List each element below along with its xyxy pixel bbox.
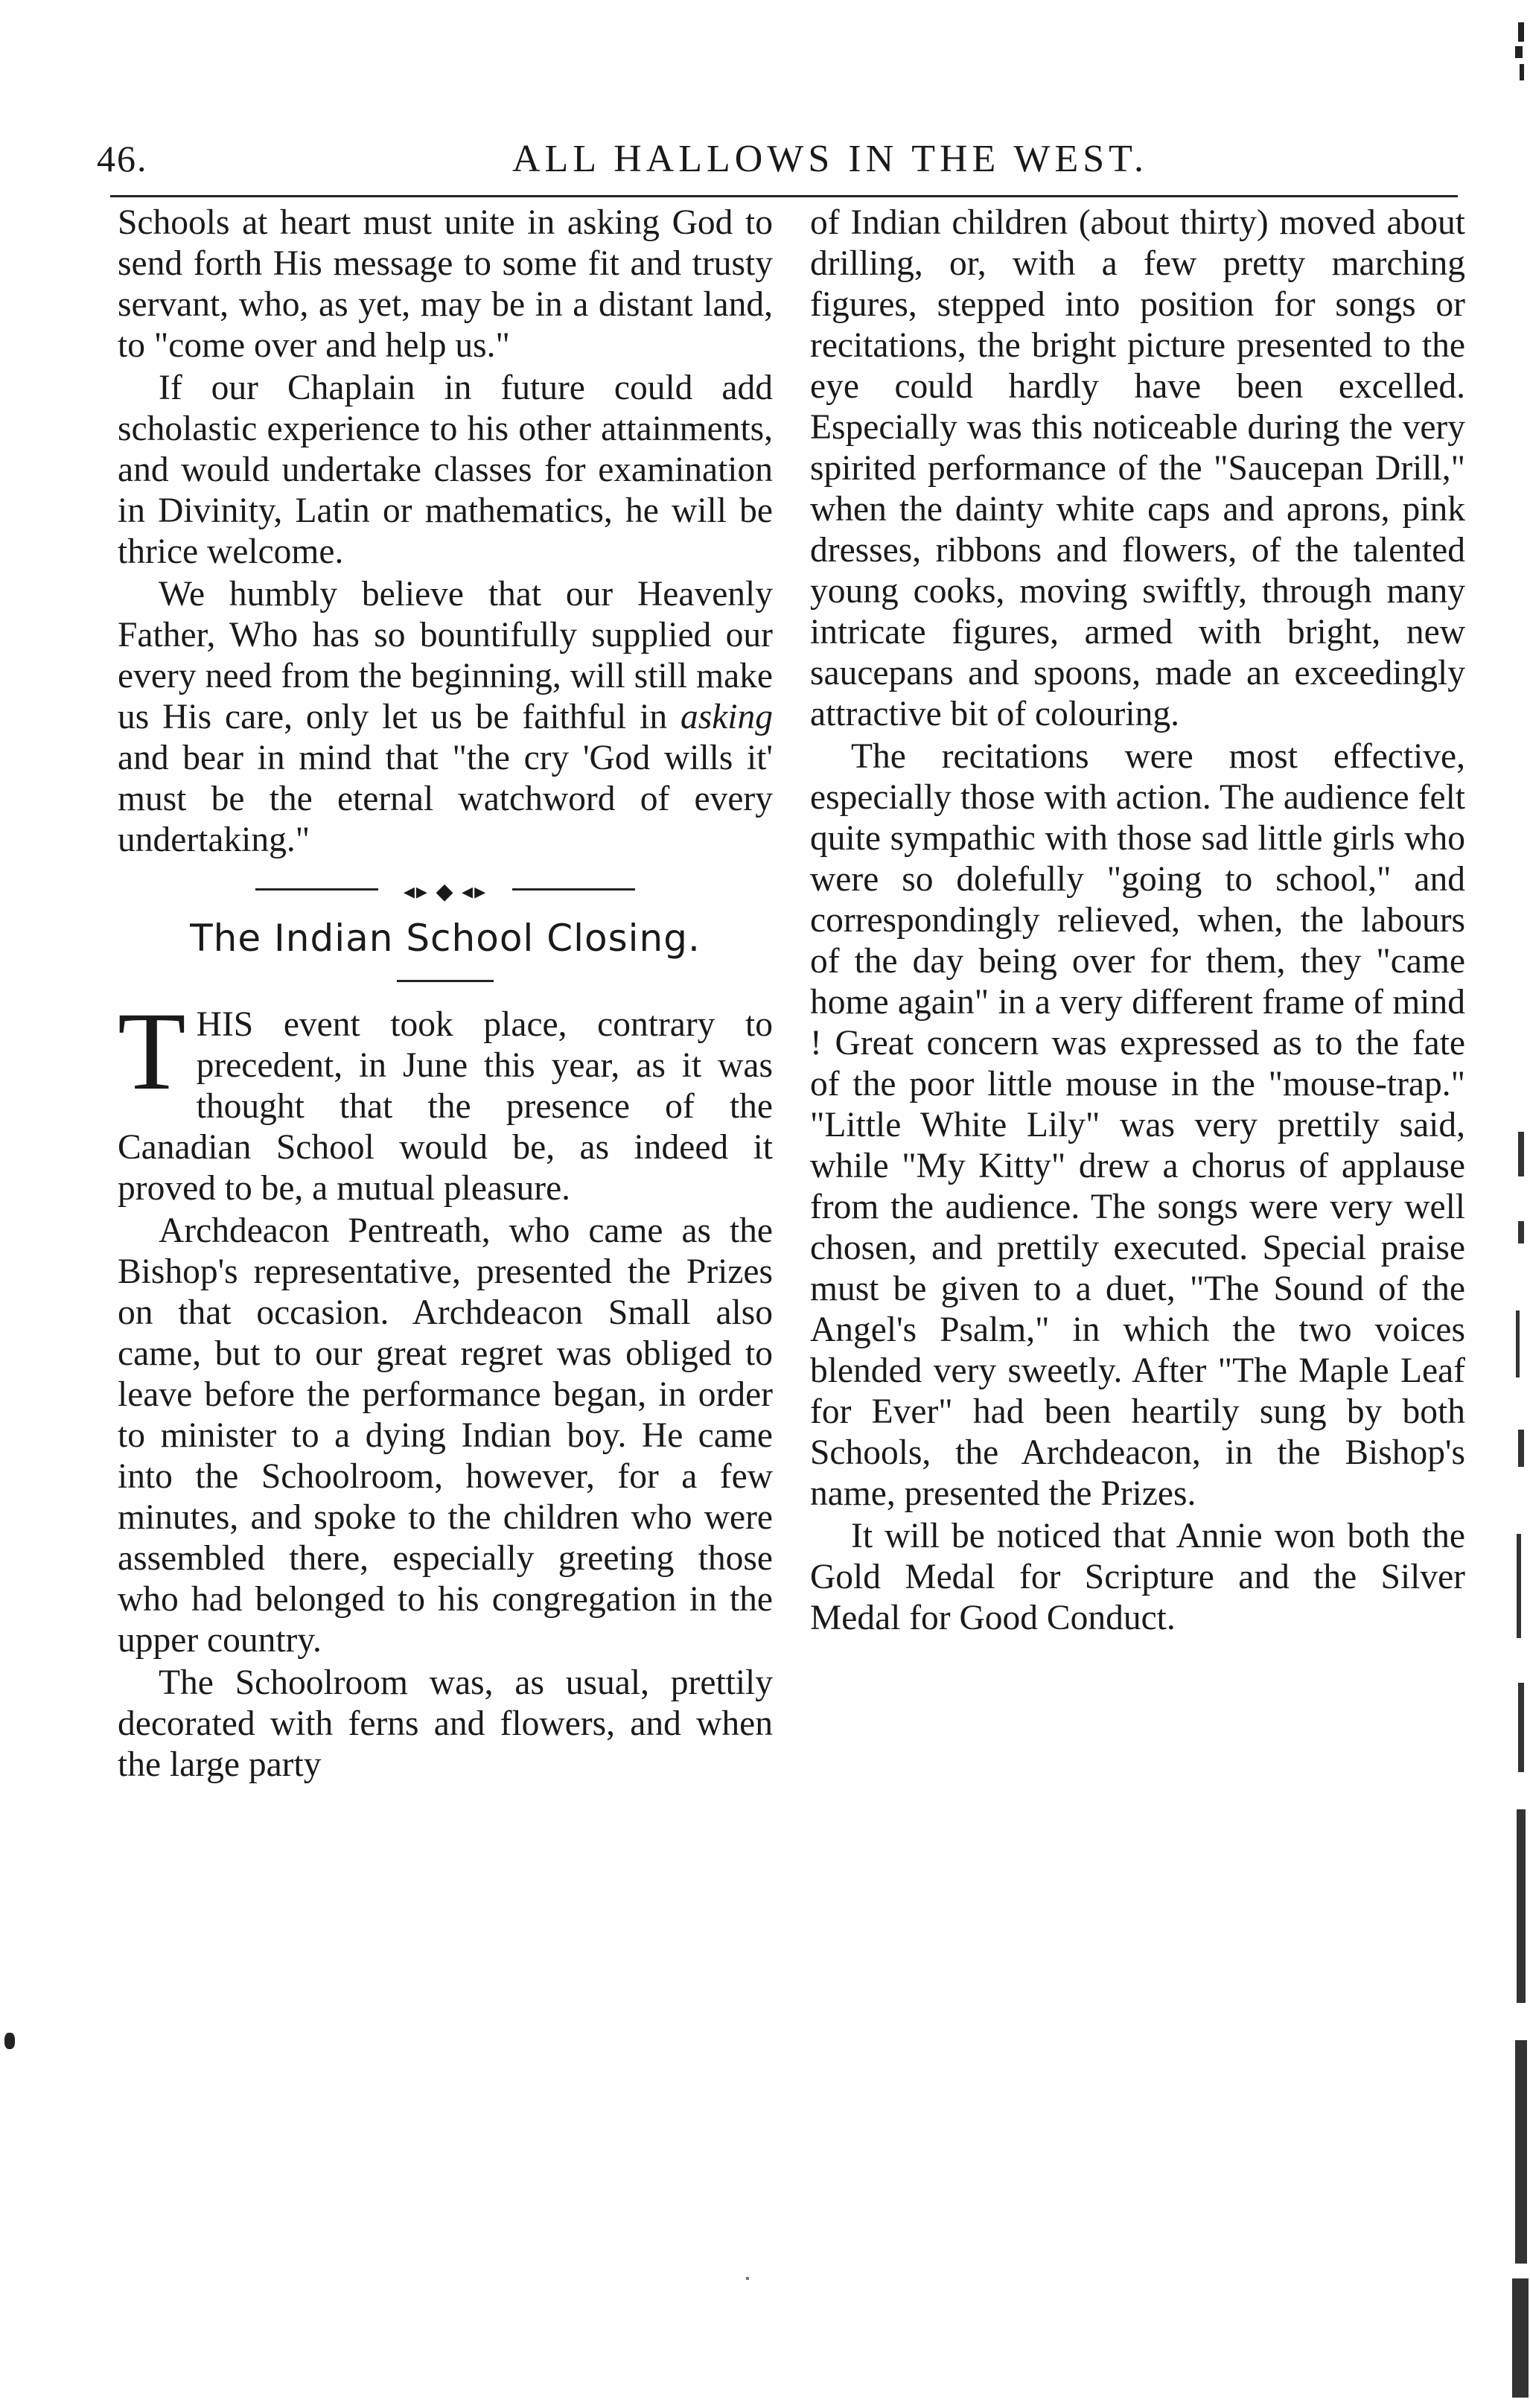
scan-corner-mark (1514, 22, 1527, 82)
drop-cap: T (118, 990, 186, 1113)
para-3-text-start: We humbly believe that our Heavenly Father, Who has so bountifully supplied our every need from the beginning, will still make us His care, only let us be faithful in (118, 575, 773, 736)
right-paragraph-1: of Indian children (about thirty) moved about drilling, or, with a few pretty marching figures, stepped into position for songs or recitations, the bright picture presented to the eye could hardly have been excelled. Especially was this noticeable during the very spirited performance of the "Saucepan Drill," when the dainty white caps and aprons, pink dresses, ribbons and flowers, of the talented young cooks, moving swiftly, through many intricate figures, armed with bright, new saucepans and spoons, made an exceedingly attractive bit of colouring. (810, 203, 1465, 733)
ornament-glyphs: ◂▸ ◆ ◂▸ (403, 879, 488, 904)
right-column (810, 203, 1465, 1639)
running-title: ALL HALLOWS IN THE WEST. (511, 138, 1149, 180)
section-ornament (255, 879, 635, 904)
left-paragraph-5: Archdeacon Pentreath, who came as the Bishop's representative, presented the Prizes on that occasion. Archdeacon Small also came, but to our great regret was obliged to leave before the performance began, in order to minister to a dying Indian boy. He came into the Schoolroom, however, for a few minutes, and spoke to the children who were assembled there, especially greeting those who had belonged to his congregation in the upper country. (118, 1211, 773, 1660)
title-rule (397, 980, 494, 982)
page-header (97, 131, 1474, 191)
right-paragraph-3: It will be noticed that Annie won both the Gold Medal for Scripture and the Silver Medal for Good Conduct. (810, 1517, 1465, 1637)
italic-asking: asking (680, 698, 773, 736)
scan-edge-marks (1493, 1117, 1530, 2408)
right-paragraph-2: The recitations were most effective, especially those with action. The audience felt quite sympathic with those sad little girls who were so dolefully "going to school," and correspondingly relieved, when, the labours of the day being over for them, they "came home again" in a very different frame of mind ! Great concern was expressed as to the fate of the poor little mouse in the "mouse-trap." "Little White Lily" was very prettily said, while "My Kitty" drew a chorus of applause from the audience. The songs were very well chosen, and prettily executed. Special praise must be given to a duet, "The Sound of the Angel's Psalm," in which the two voices blended very sweetly. After "The Maple Leaf for Ever" had been heartily sung by both Schools, the Archdeacon, in the Bishop's name, presented the Prizes. (810, 737, 1465, 1513)
para-4-text: HIS event took place, contrary to precedent, in June this year, as it was thought that the presence of the Canadian School would be, as indeed it proved to be, a mutual pleasure. (118, 1005, 773, 1208)
section-title: The Indian School Closing. (190, 917, 701, 960)
para-3-text-end: and bear in mind that "the cry 'God wills it' must be the eternal watchword of every undertaking." (118, 739, 773, 859)
left-column (118, 203, 773, 1786)
left-paragraph-2: If our Chaplain in future could add scholastic experience to his other attainments, and would undertake classes for examination in Divinity, Latin or mathematics, he will be thrice welcome. (118, 369, 773, 571)
header-rule (110, 195, 1458, 197)
left-paragraph-4 (118, 990, 773, 1209)
ornament-rule-right (512, 888, 635, 891)
scan-left-mark (4, 2033, 15, 2049)
scan-dot-mark (746, 2277, 749, 2280)
left-paragraph-1: Schools at heart must unite in asking God to send forth His message to some fit and trusty servant, who, as yet, may be in a distant land, to "come over and help us." (118, 203, 773, 365)
page-number: 46. (97, 138, 148, 179)
ornament-rule-left (255, 888, 378, 891)
left-paragraph-3 (118, 574, 773, 861)
left-paragraph-6: The Schoolroom was, as usual, prettily decorated with ferns and flowers, and when the large party (118, 1663, 773, 1784)
